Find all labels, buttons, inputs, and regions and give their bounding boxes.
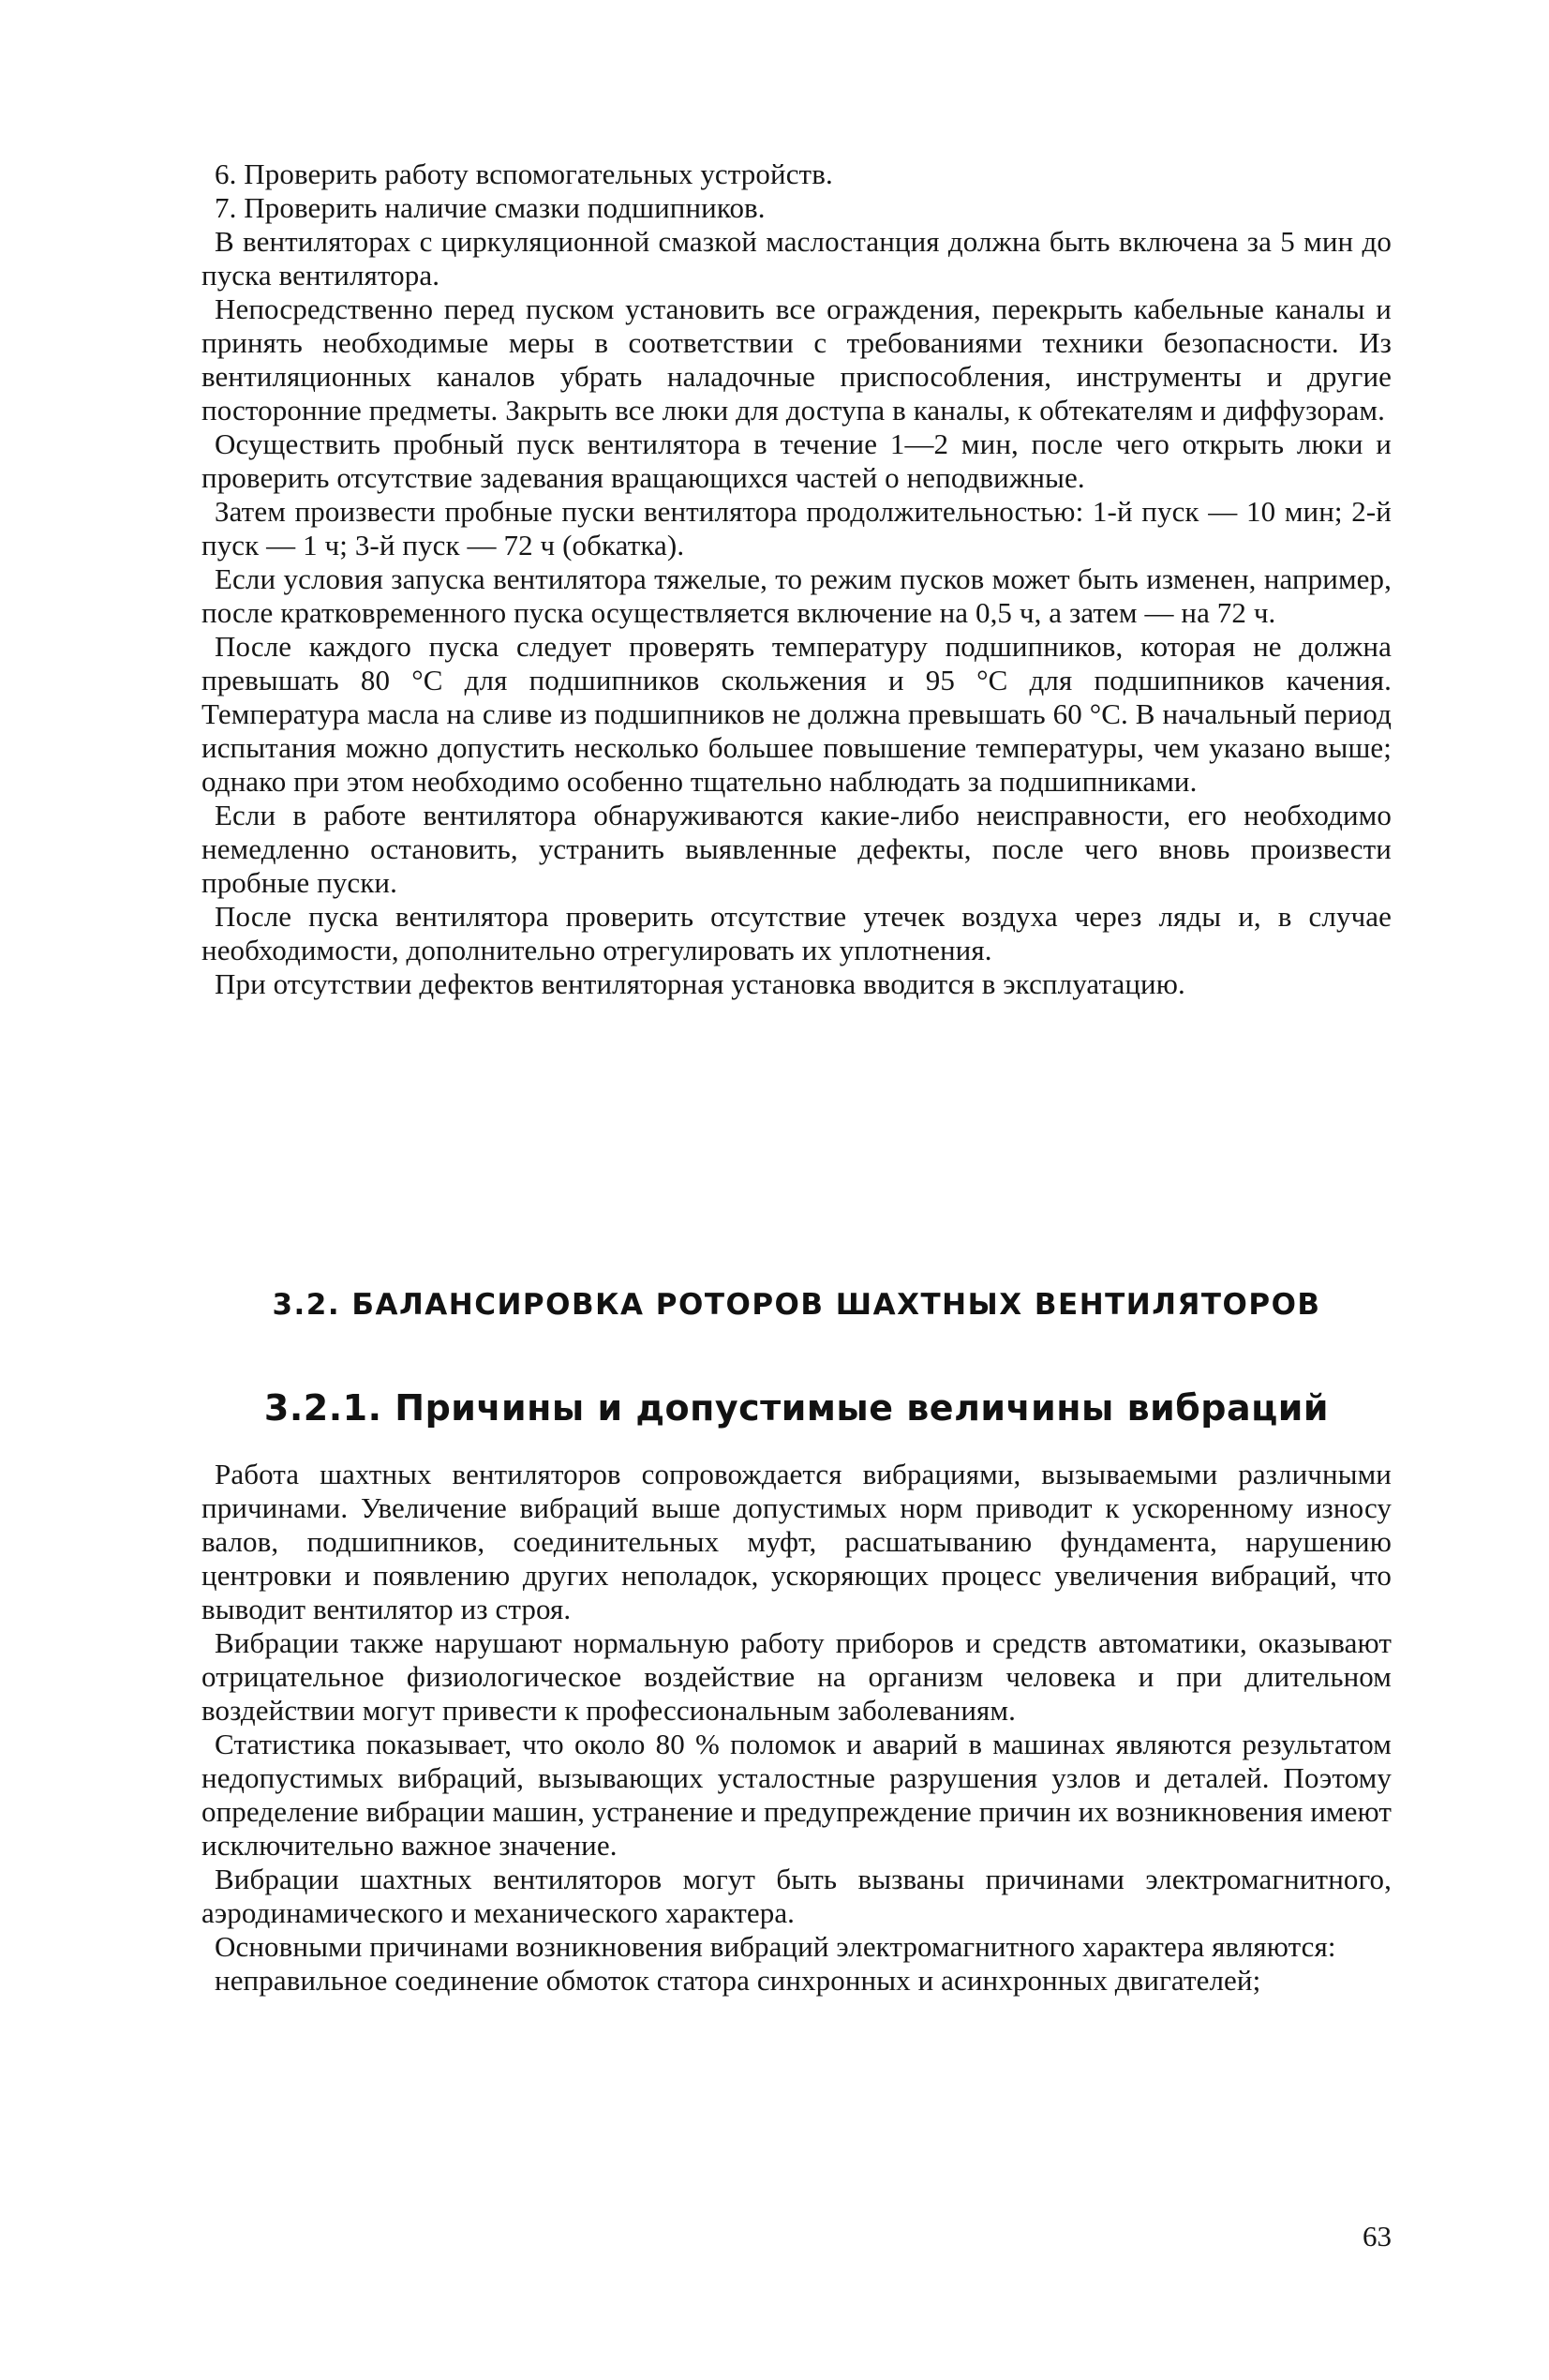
paragraph-air-leaks: После пуска вентилятора проверить отсутствие утечек воздуха через ляды и, в случае необходимости, дополнительно отрегулировать их уплотнения.	[201, 900, 1392, 966]
paragraph-vibration-causes: Работа шахтных вентиляторов сопровождается вибрациями, вызываемыми различными причинами. Увеличение вибраций выше допустимых норм приводит к ускоренному износу валов, подшипников, соединительных муфт, расшатыванию фундамента, нарушению центровки и появлению других неполадок, ускоряющих процесс увеличения вибраций, что выводит вентилятор из строя.	[201, 1458, 1392, 1625]
paragraph-bearing-temperature: После каждого пуска следует проверять температуру подшипников, которая не должна превышать 80 °C для подшипников скольжения и 95 °C для подшипников качения. Температура масла на сливе из подшипников не должна превышать 60 °C. В начальный период испытания можно допустить несколько большее повышение температуры, чем указано выше; однако при этом необходимо особенно тщательно наблюдать за подшипниками.	[201, 630, 1392, 798]
top-text-block	[201, 157, 1392, 1001]
paragraph-lubrication: В вентиляторах с циркуляционной смазкой маслостанция должна быть включена за 5 мин до пуска вентилятора.	[201, 225, 1392, 292]
paragraph-trial-runs: Затем произвести пробные пуски вентилятора продолжительностью: 1-й пуск — 10 мин; 2-й пуск — 1 ч; 3-й пуск — 72 ч (обкатка).	[201, 495, 1392, 561]
paragraph-statistics: Статистика показывает, что около 80 % поломок и аварий в машинах являются результатом недопустимых вибраций, вызывающих усталостные разрушения узлов и деталей. Поэтому определение вибрации машин, устранение и предупреждение причин их возникновения имеют исключительно важное значение.	[201, 1728, 1392, 1862]
bottom-text-block	[201, 1458, 1392, 1998]
paragraph-heavy-start: Если условия запуска вентилятора тяжелые, то режим пусков может быть изменен, например, после кратковременного пуска осуществляется включение на 0,5 ч, а затем — на 72 ч.	[201, 562, 1392, 629]
page-number: 63	[1363, 2220, 1392, 2253]
paragraph-stator-windings: неправильное соединение обмоток статора синхронных и асинхронных двигателей;	[215, 1964, 1261, 1997]
paragraph-commissioning: При отсутствии дефектов вентиляторная установка вводится в эксплуатацию.	[215, 967, 1185, 1000]
paragraph-electromagnetic-causes: Основными причинами возникновения вибраций электромагнитного характера являются:	[215, 1930, 1336, 1963]
paragraph-vibration-effects: Вибрации также нарушают нормальную работу приборов и средств автоматики, оказывают отрицательное физиологическое воздействие на организм человека и при длительном воздействии могут привести к профессиональным заболеваниям.	[201, 1626, 1392, 1727]
section-heading: 3.2. БАЛАНСИРОВКА РОТОРОВ ШАХТНЫХ ВЕНТИЛЯТОРОВ	[272, 1288, 1321, 1322]
paragraph-trial-start: Осуществить пробный пуск вентилятора в течение 1—2 мин, после чего открыть люки и проверить отсутствие задевания вращающихся частей о неподвижные.	[201, 427, 1392, 494]
paragraph-preparation: Непосредственно перед пуском установить все ограждения, перекрыть кабельные каналы и принять необходимые меры в соответствии с требованиями техники безопасности. Из вентиляционных каналов убрать наладочные приспособления, инструменты и другие посторонние предметы. Закрыть все люки для доступа в каналы, к обтекателям и диффузорам.	[201, 292, 1392, 427]
subsection-heading: 3.2.1. Причины и допустимые величины вибраций	[263, 1387, 1330, 1429]
paragraph-vibration-types: Вибрации шахтных вентиляторов могут быть вызваны причинами электромагнитного, аэродинамического и механического характера.	[201, 1863, 1392, 1929]
paragraph-malfunctions: Если в работе вентилятора обнаруживаются какие-либо неисправности, его необходимо немедленно остановить, устранить выявленные дефекты, после чего вновь произвести пробные пуски.	[201, 799, 1392, 899]
paragraph-item-7: 7. Проверить наличие смазки подшипников.	[215, 191, 766, 224]
paragraph-item-6: 6. Проверить работу вспомогательных устройств.	[215, 157, 833, 190]
